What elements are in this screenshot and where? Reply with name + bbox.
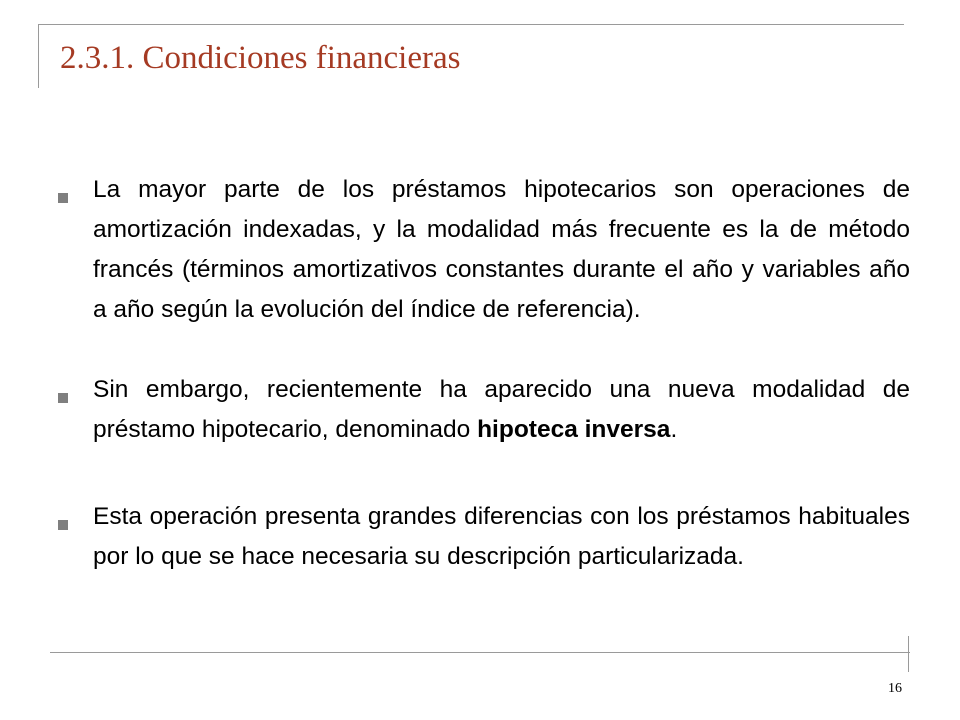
bullet-text-start: Sin embargo, recientemente ha aparecido una nueva modalidad de préstamo hipotecario, denominado: [93, 376, 910, 443]
page-number: 16: [888, 681, 902, 696]
square-bullet-icon: [58, 393, 68, 403]
bullet-text: [93, 370, 910, 450]
bullet-text: Esta operación presenta grandes diferencias con los préstamos habituales por lo que se hace necesaria su descripción particularizada.: [93, 503, 910, 570]
bullet-text-end: .: [670, 416, 678, 443]
square-bullet-icon: [58, 193, 68, 203]
footer-rule-vertical: [908, 636, 909, 672]
bullet-text: La mayor parte de los préstamos hipotecarios son operaciones de amortización indexadas, y la modalidad más frecuente es la de método francés (términos amortizativos constantes durante el año y variables año a año según la evolución del índice de referencia).: [93, 176, 910, 323]
title-rule-horizontal: [38, 24, 904, 25]
square-bullet-icon: [58, 520, 68, 530]
title-rule-vertical: [38, 24, 39, 88]
footer-rule-horizontal: [50, 652, 910, 653]
slide-title: 2.3.1. Condiciones financieras: [60, 40, 461, 76]
bullet-text-bold: hipoteca inversa: [477, 416, 671, 443]
